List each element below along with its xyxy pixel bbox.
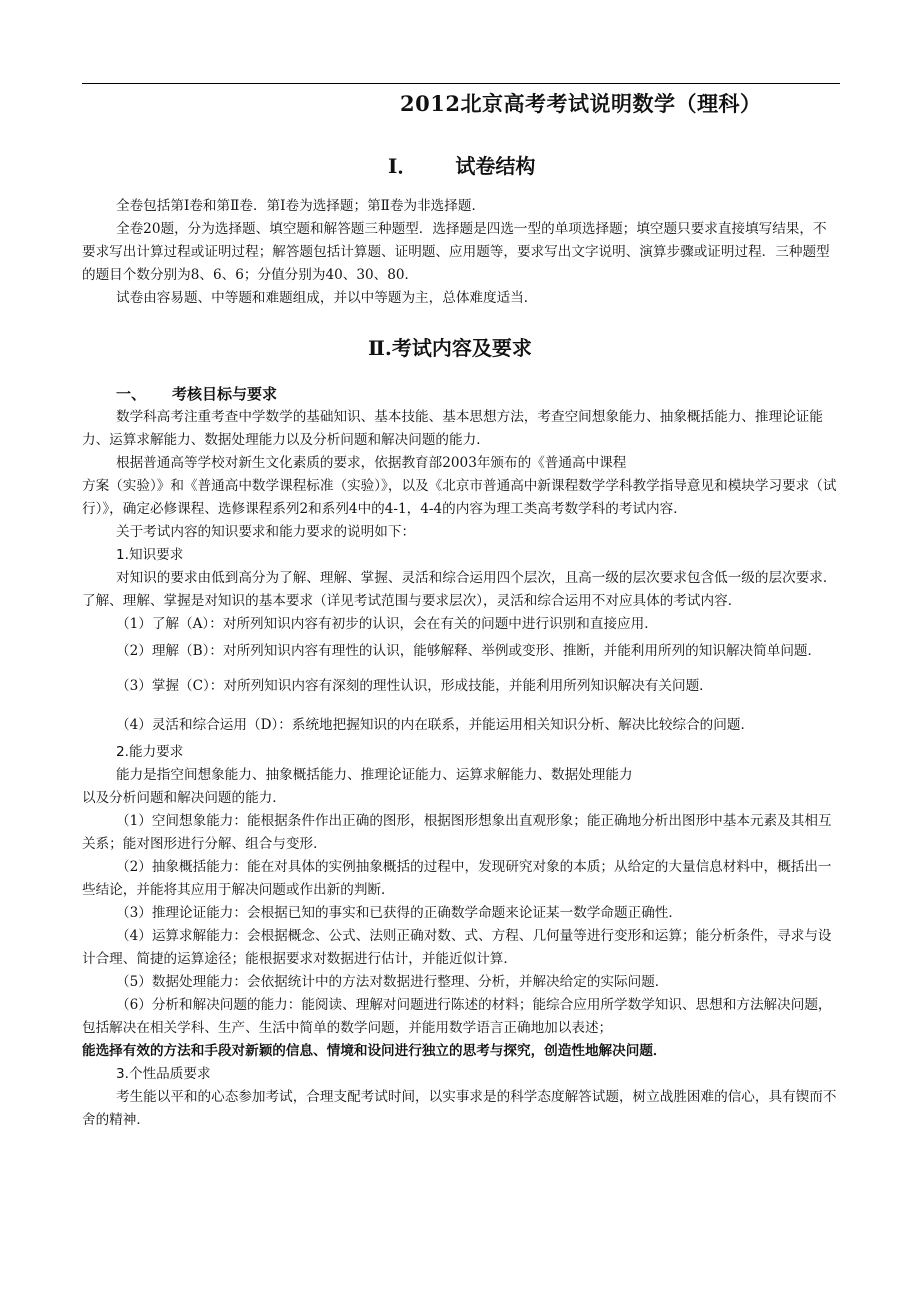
knowledge-item: （2）理解（B）：对所列知识内容有理性的认识，能够解释、举例或变形、推断，并能利用所列的知识解决简单问题． xyxy=(116,643,822,659)
knowledge-item: （1）了解（A）：对所列知识内容有初步的认识，会在有关的问题中进行识别和直接应用． xyxy=(116,616,658,632)
knowledge-item: （4）灵活和综合运用（D）：系统地把握知识的内在联系，并能运用相关知识分析、解决比较综合的问题． xyxy=(116,717,755,733)
intro-paragraph: 数学科高考注重考查中学数学的基础知识、基本技能、基本思想方法，考查空间想象能力、抽象概括能力、推理论证能力、运算求解能力、数据处理能力以及分析问题和解决问题的能力． xyxy=(82,409,823,448)
ability-item: （6）分析和解决问题的能力：能阅读、理解对问题进行陈述的材料；能综合应用所学数学知识、思想和方法解决问题，包括解决在相关学科、生产、生活中简单的数学问题，并能用数学语言正确地加以表述； xyxy=(82,997,832,1036)
quality-label: 3.个性品质要求 xyxy=(116,1066,211,1082)
objectives-heading xyxy=(116,383,277,404)
header-rule xyxy=(82,83,840,84)
ability-item: （3）推理论证能力：会根据已知的事实和已获得的正确数学命题来论证某一数学命题正确性． xyxy=(116,905,682,921)
objectives-heading-title: 考核目标与要求 xyxy=(172,385,278,403)
knowledge-label: 1.知识要求 xyxy=(116,547,184,563)
ability-item: （4）运算求解能力：会根据概念、公式、法则正确对数、式、方程、几何量等进行变形和运算；能分析条件，寻求与设计合理、简捷的运算途径；能根据要求对数据进行估计，并能近似计算． xyxy=(82,928,832,967)
ability-closing: 能选择有效的方法和手段对新颖的信息、情境和设问进行独立的思考与探究，创造性地解决问题． xyxy=(82,1043,667,1059)
section1-title: 试卷结构 xyxy=(455,154,536,178)
section1-paragraph: 试卷由容易题、中等题和难题组成，并以中等题为主，总体难度适当． xyxy=(116,290,538,306)
objectives-heading-number: 一、 xyxy=(116,385,147,403)
ability-label: 2.能力要求 xyxy=(116,744,184,760)
ability-item: （1）空间想象能力：能根据条件作出正确的图形，根据图形想象出直观形象；能正确地分析出图形中基本元素及其相互关系；能对图形进行分解、组合与变形． xyxy=(82,813,832,852)
ability-intro-line: 以及分析问题和解决问题的能力． xyxy=(82,790,286,806)
section1-heading xyxy=(388,150,535,179)
section2-body xyxy=(82,406,840,1132)
ability-item: （2）抽象概括能力：能在对具体的实例抽象概括的过程中，发现研究对象的本质；从给定的大量信息材料中，概括出一些结论，并能将其应用于解决问题或作出新的判断． xyxy=(82,859,832,898)
section1-paragraph: 全卷20题，分为选择题、填空题和解答题三种题型．选择题是四选一型的单项选择题；填空题只要求直接填写结果，不要求写出计算过程或证明过程；解答题包括计算题、证明题、应用题等，要求写出文字说明、演算步骤或证明过程．三种题型的题目个数分别为8、6、6；分值分别为40、30、80． xyxy=(82,221,830,283)
section2-heading: Ⅱ.考试内容及要求 xyxy=(368,336,532,360)
section1-numeral: Ⅰ． xyxy=(388,154,418,178)
intro-paragraph: 方案（实验）》和《普通高中数学课程标准（实验）》，以及《北京市普通高中新课程数学学科教学指导意见和模块学习要求（试行）》，确定必修课程、选修课程系列2和系列4中的4-1，4-4的内容为理工类高考数学科的考试内容． xyxy=(82,478,837,517)
section1-body xyxy=(82,195,840,310)
section1-paragraph: 全卷包括第Ⅰ卷和第Ⅱ卷．第Ⅰ卷为选择题；第Ⅱ卷为非选择题． xyxy=(116,198,486,214)
knowledge-item: （3）掌握（C）：对所列知识内容有深刻的理性认识，形成技能，并能利用所列知识解决有关问题． xyxy=(116,678,713,694)
ability-item: （5）数据处理能力：会依据统计中的方法对数据进行整理、分析，并解决给定的实际问题． xyxy=(116,974,669,990)
intro-paragraph: 根据普通高等学校对新生文化素质的要求，依据教育部2003年颁布的《普通高中课程 xyxy=(116,455,627,471)
intro-paragraph: 关于考试内容的知识要求和能力要求的说明如下： xyxy=(116,524,416,540)
quality-text: 考生能以平和的心态参加考试，合理支配考试时间，以实事求是的科学态度解答试题，树立战胜困难的信心，具有锲而不舍的精神． xyxy=(82,1089,837,1128)
knowledge-intro: 对知识的要求由低到高分为了解、理解、掌握、灵活和综合运用四个层次，且高一级的层次要求包含低一级的层次要求．了解、理解、掌握是对知识的基本要求（详见考试范围与要求层次），灵活和综合运用不对应具体的考试内容． xyxy=(82,570,837,609)
document-title: 2012北京高考考试说明数学（理科） xyxy=(400,91,762,116)
ability-intro-line: 能力是指空间想象能力、抽象概括能力、推理论证能力、运算求解能力、数据处理能力 xyxy=(116,767,633,783)
